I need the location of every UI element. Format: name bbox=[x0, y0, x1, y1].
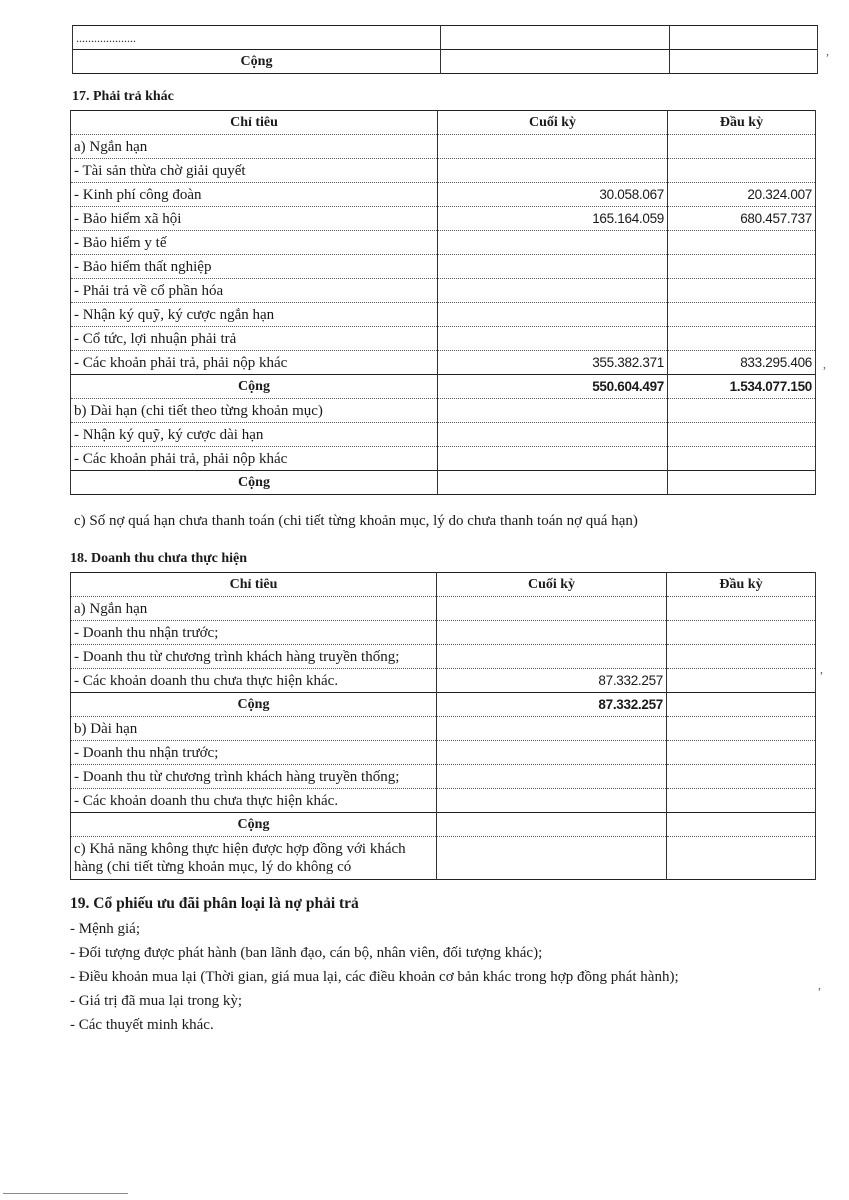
dau-ky-value bbox=[667, 669, 816, 693]
table-row bbox=[71, 717, 816, 741]
table-row bbox=[71, 207, 816, 231]
dau-ky-value: 1.534.077.150 bbox=[668, 375, 816, 399]
row-label: - Nhận ký quỹ, ký cược ngắn hạn bbox=[71, 303, 438, 327]
table-row bbox=[71, 765, 816, 789]
dau-ky-value bbox=[668, 255, 816, 279]
row-label: - Cổ tức, lợi nhuận phải trả bbox=[71, 327, 438, 351]
cuoi-ky-value bbox=[438, 471, 668, 495]
row-label: - Tài sản thừa chờ giải quyết bbox=[71, 159, 438, 183]
table-row bbox=[71, 303, 816, 327]
table-row bbox=[71, 837, 816, 880]
row-label: - Các khoản phải trả, phải nộp khác bbox=[71, 447, 438, 471]
row-label: - Các khoản phải trả, phải nộp khác bbox=[71, 351, 438, 375]
total-label: Cộng bbox=[71, 471, 438, 495]
table-row bbox=[71, 255, 816, 279]
list-item: - Mệnh giá; bbox=[70, 921, 140, 937]
cuoi-ky-value bbox=[438, 327, 668, 351]
cuoi-ky-header: Cuối kỳ bbox=[438, 111, 668, 135]
dau-ky-value bbox=[667, 837, 816, 880]
cuoi-ky-value bbox=[437, 765, 667, 789]
stray-mark: , bbox=[820, 662, 823, 676]
cuoi-ky-value bbox=[437, 645, 667, 669]
section-19-list bbox=[70, 917, 679, 1037]
stray-mark: , bbox=[826, 44, 829, 58]
section-18-title: 18. Doanh thu chưa thực hiện bbox=[70, 551, 248, 566]
dau-ky-value bbox=[668, 399, 816, 423]
dau-ky-value bbox=[667, 717, 816, 741]
row-label: - Phải trả về cổ phần hóa bbox=[71, 279, 438, 303]
table-row bbox=[71, 183, 816, 207]
row-label: - Doanh thu nhận trước; bbox=[71, 621, 437, 645]
dau-ky-value bbox=[668, 471, 816, 495]
dau-ky-value: 833.295.406 bbox=[668, 351, 816, 375]
dau-ky-header: Đầu kỳ bbox=[668, 111, 816, 135]
table-row bbox=[71, 327, 816, 351]
cuoi-ky-value bbox=[438, 159, 668, 183]
table-row bbox=[71, 399, 816, 423]
row-label: a) Ngắn hạn bbox=[71, 597, 437, 621]
cuoi-ky-value bbox=[438, 423, 668, 447]
table-row bbox=[73, 26, 818, 50]
dau-ky-value bbox=[668, 423, 816, 447]
section-18-table bbox=[70, 572, 816, 880]
dau-ky-value bbox=[670, 50, 818, 74]
dau-ky-value bbox=[667, 621, 816, 645]
total-label: Cộng bbox=[71, 375, 438, 399]
cuoi-ky-value bbox=[438, 399, 668, 423]
cuoi-ky-value bbox=[437, 813, 667, 837]
list-item: - Đối tượng được phát hành (ban lãnh đạo, cán bộ, nhân viên, đối tượng khác); bbox=[70, 945, 543, 961]
row-label: c) Khả năng không thực hiện được hợp đồng với khách hàng (chi tiết từng khoản mục, lý do không có bbox=[71, 837, 437, 880]
dau-ky-value: 680.457.737 bbox=[668, 207, 816, 231]
section-17-table bbox=[70, 110, 816, 495]
dau-ky-value bbox=[667, 645, 816, 669]
table-row bbox=[71, 789, 816, 813]
table-row bbox=[71, 231, 816, 255]
table-row bbox=[71, 669, 816, 693]
cuoi-ky-value bbox=[438, 231, 668, 255]
cuoi-ky-value bbox=[437, 789, 667, 813]
dau-ky-value bbox=[667, 741, 816, 765]
cuoi-ky-value: 87.332.257 bbox=[437, 669, 667, 693]
cuoi-ky-value: 30.058.067 bbox=[438, 183, 668, 207]
section-19-title: 19. Cổ phiếu ưu đãi phân loại là nợ phải trả bbox=[70, 895, 359, 912]
table-row-total bbox=[71, 375, 816, 399]
cuoi-ky-value: 87.332.257 bbox=[437, 693, 667, 717]
cuoi-ky-value bbox=[437, 717, 667, 741]
table-row-total bbox=[71, 813, 816, 837]
table-row bbox=[71, 279, 816, 303]
cuoi-ky-header: Cuối kỳ bbox=[437, 573, 667, 597]
row-label: - Bảo hiểm y tế bbox=[71, 231, 438, 255]
row-label: - Các khoản doanh thu chưa thực hiện khác. bbox=[71, 789, 437, 813]
list-item: - Các thuyết minh khác. bbox=[70, 1017, 214, 1033]
dau-ky-value bbox=[668, 447, 816, 471]
table-row-total bbox=[71, 471, 816, 495]
table-row bbox=[71, 621, 816, 645]
table-row bbox=[71, 447, 816, 471]
row-label: - Doanh thu từ chương trình khách hàng truyền thống; bbox=[71, 765, 437, 789]
prev-table bbox=[72, 25, 818, 74]
row-label: - Nhận ký quỹ, ký cược dài hạn bbox=[71, 423, 438, 447]
row-label: - Bảo hiểm thất nghiệp bbox=[71, 255, 438, 279]
dau-ky-value bbox=[667, 597, 816, 621]
row-label: - Kinh phí công đoàn bbox=[71, 183, 438, 207]
row-label: a) Ngắn hạn bbox=[71, 135, 438, 159]
row-label: b) Dài hạn bbox=[71, 717, 437, 741]
table-row bbox=[71, 597, 816, 621]
table-row-total bbox=[71, 693, 816, 717]
row-label: - Các khoản doanh thu chưa thực hiện khác. bbox=[71, 669, 437, 693]
dau-ky-value bbox=[667, 813, 816, 837]
chi-tieu-header: Chỉ tiêu bbox=[71, 111, 438, 135]
cuoi-ky-value bbox=[437, 837, 667, 880]
table-row bbox=[71, 159, 816, 183]
list-item: - Giá trị đã mua lại trong kỳ; bbox=[70, 993, 243, 1009]
cuoi-ky-value bbox=[438, 279, 668, 303]
cuoi-ky-value bbox=[438, 303, 668, 327]
cuoi-ky-value bbox=[437, 621, 667, 645]
table-header-row bbox=[71, 111, 816, 135]
cuoi-ky-value bbox=[441, 26, 670, 50]
cuoi-ky-value: 355.382.371 bbox=[438, 351, 668, 375]
table-row bbox=[71, 423, 816, 447]
dau-ky-value: 20.324.007 bbox=[668, 183, 816, 207]
row-label: - Doanh thu từ chương trình khách hàng truyền thống; bbox=[71, 645, 437, 669]
dau-ky-value bbox=[667, 765, 816, 789]
cuoi-ky-value: 165.164.059 bbox=[438, 207, 668, 231]
dau-ky-value bbox=[668, 135, 816, 159]
list-item: - Điều khoản mua lại (Thời gian, giá mua lại, các điều khoản cơ bản khác trong hợp đồng phát hành); bbox=[70, 969, 679, 985]
dau-ky-value bbox=[670, 26, 818, 50]
dau-ky-value bbox=[667, 789, 816, 813]
row-label: - Doanh thu nhận trước; bbox=[71, 741, 437, 765]
dau-ky-value bbox=[668, 159, 816, 183]
cuoi-ky-value bbox=[437, 597, 667, 621]
row-label: - Bảo hiểm xã hội bbox=[71, 207, 438, 231]
total-label: Cộng bbox=[71, 813, 437, 837]
footer-rule bbox=[3, 1193, 128, 1194]
stray-mark: , bbox=[823, 357, 826, 371]
section-17-title: 17. Phải trả khác bbox=[72, 89, 174, 104]
dau-ky-value bbox=[668, 231, 816, 255]
dau-ky-value bbox=[668, 303, 816, 327]
cuoi-ky-value: 550.604.497 bbox=[438, 375, 668, 399]
stray-mark: , bbox=[818, 978, 821, 992]
cuoi-ky-value bbox=[441, 50, 670, 74]
total-label: Cộng bbox=[71, 693, 437, 717]
total-label: Cộng bbox=[73, 50, 441, 74]
table-row bbox=[71, 351, 816, 375]
chi-tieu-header: Chỉ tiêu bbox=[71, 573, 437, 597]
cuoi-ky-value bbox=[438, 447, 668, 471]
table-row bbox=[71, 135, 816, 159]
cuoi-ky-value bbox=[437, 741, 667, 765]
dau-ky-value bbox=[667, 693, 816, 717]
dau-ky-header: Đầu kỳ bbox=[667, 573, 816, 597]
table-row bbox=[71, 645, 816, 669]
table-row bbox=[71, 741, 816, 765]
dau-ky-value bbox=[668, 279, 816, 303]
table-row-total bbox=[73, 50, 818, 74]
table-header-row bbox=[71, 573, 816, 597]
row-label: .................... bbox=[73, 26, 441, 50]
row-label: b) Dài hạn (chi tiết theo từng khoản mục) bbox=[71, 399, 438, 423]
cuoi-ky-value bbox=[438, 255, 668, 279]
dau-ky-value bbox=[668, 327, 816, 351]
section-17-note-c: c) Số nợ quá hạn chưa thanh toán (chi tiết từng khoản mục, lý do chưa thanh toán nợ quá hạn) bbox=[74, 513, 638, 529]
cuoi-ky-value bbox=[438, 135, 668, 159]
